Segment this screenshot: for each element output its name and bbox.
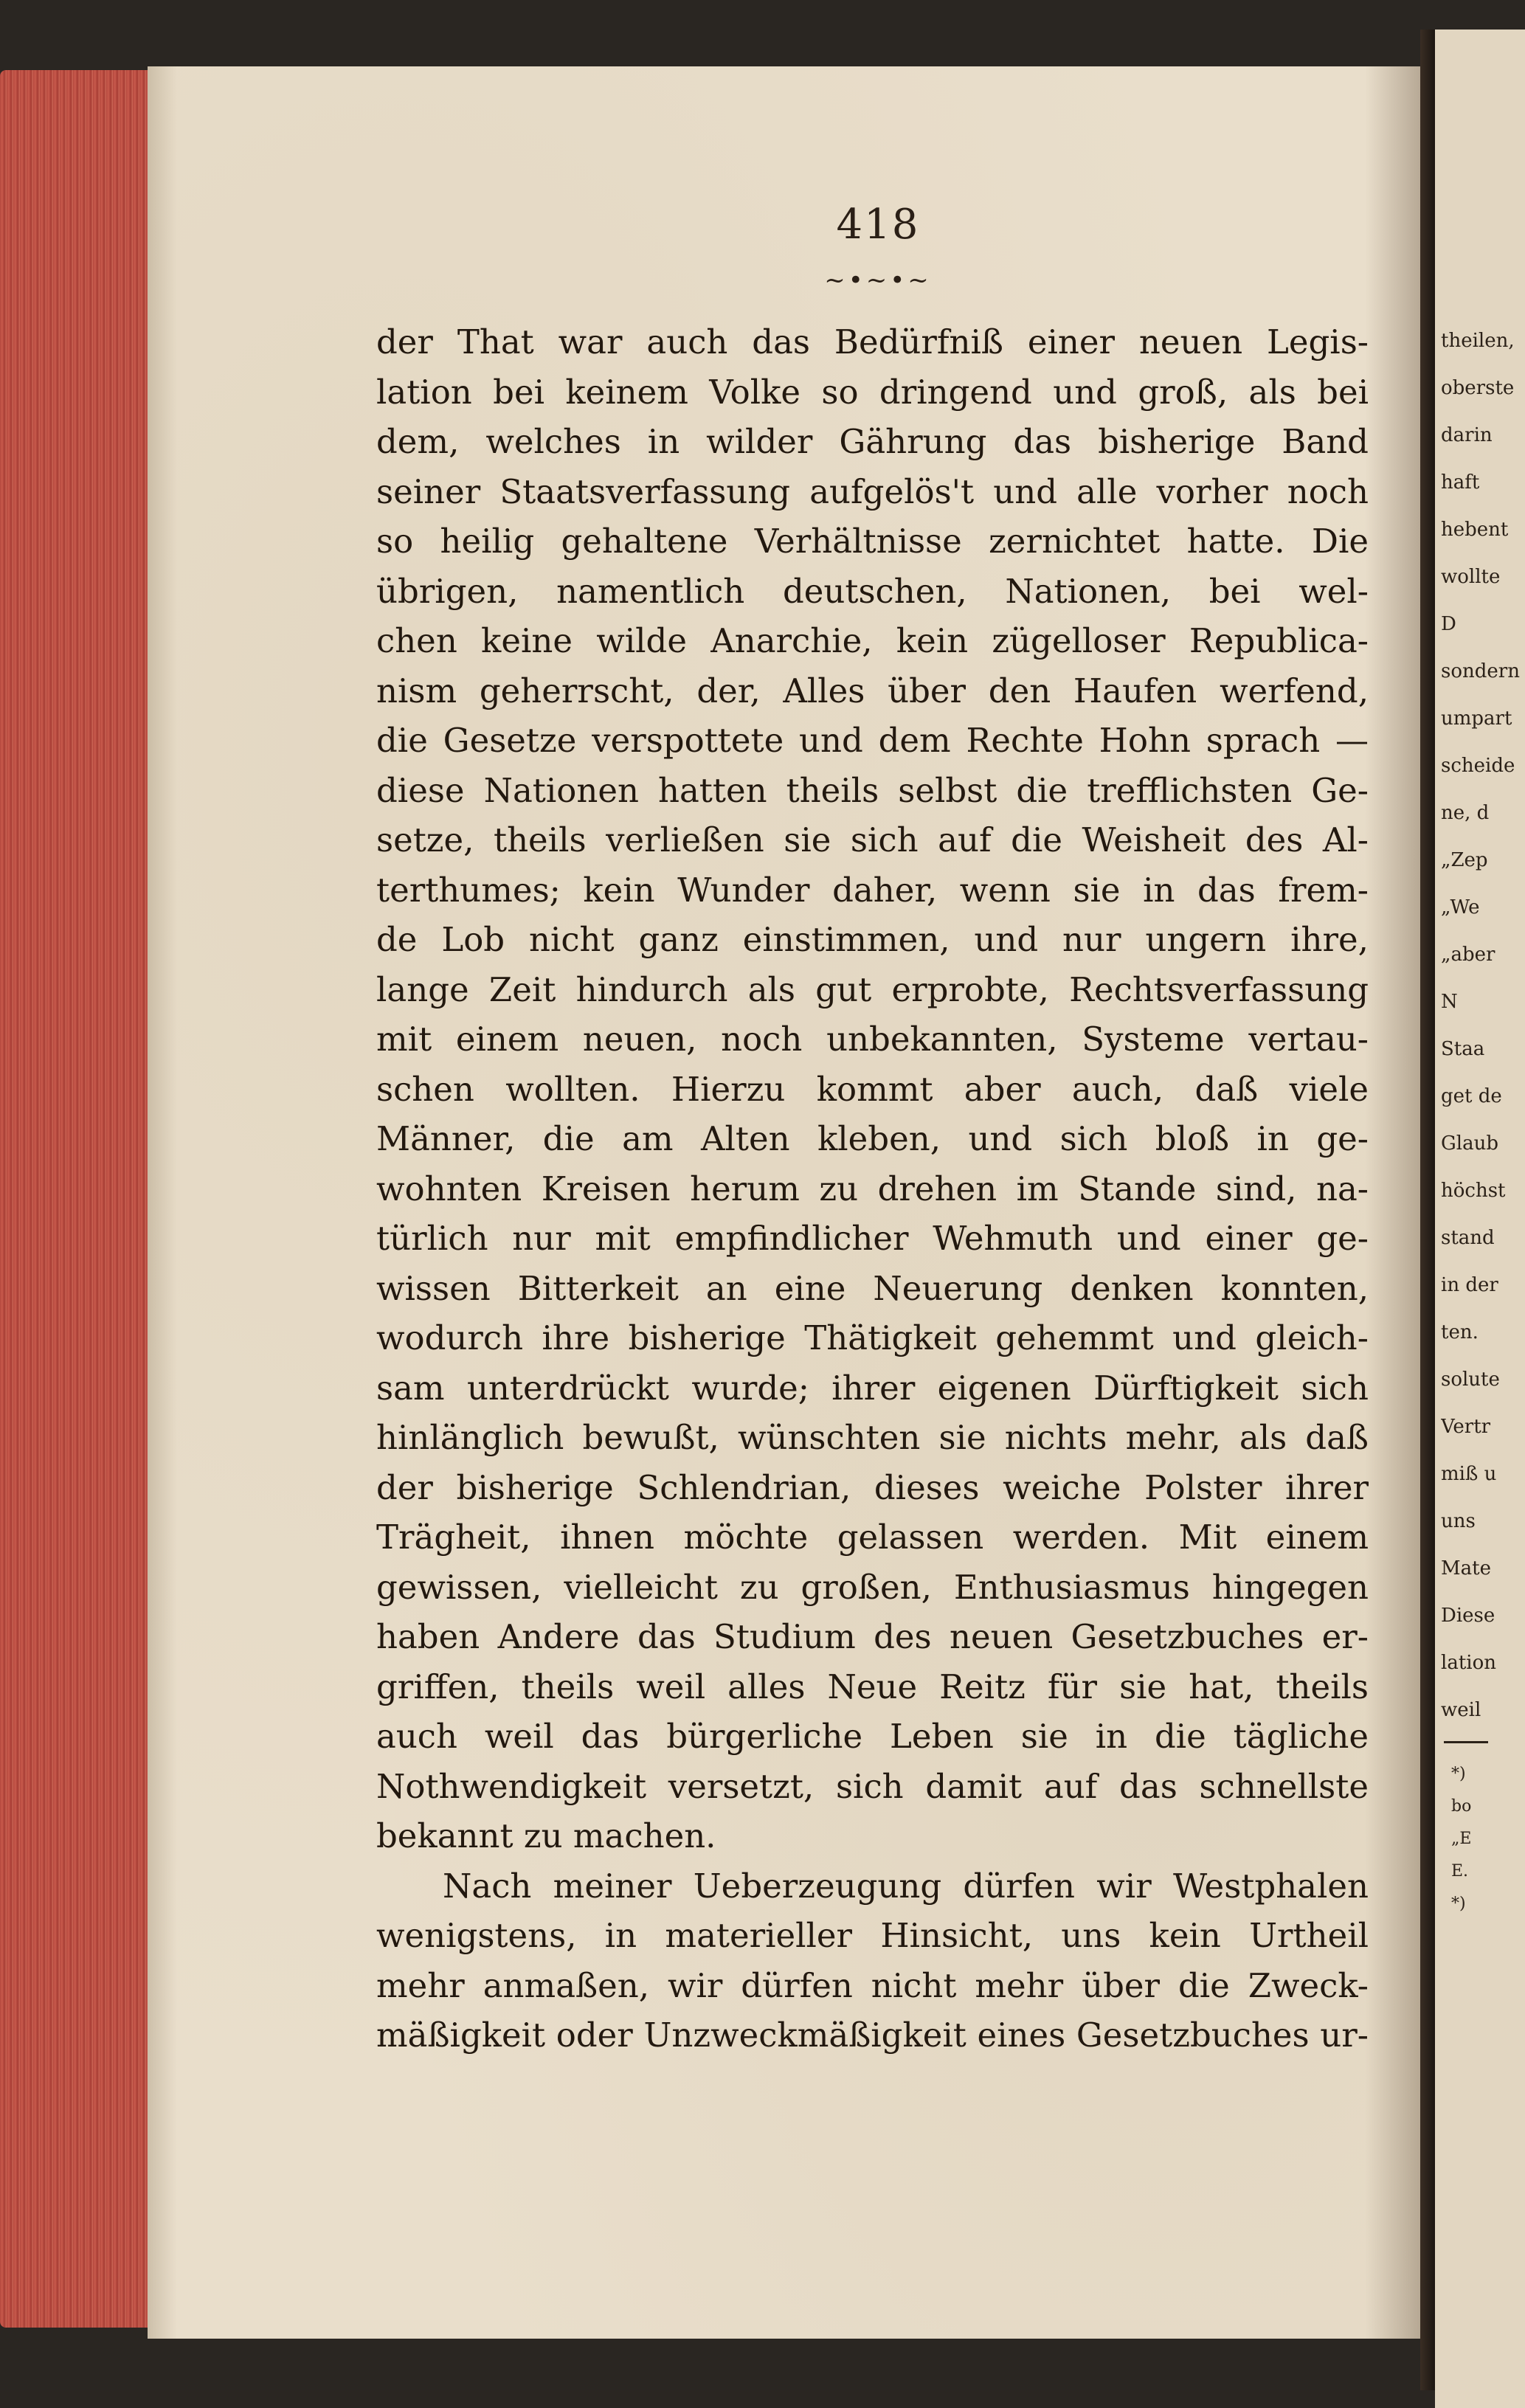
fragment-line: stand	[1441, 1227, 1495, 1249]
text-line: türlich nur mit empfindlicher Wehmuth und einer ge-	[376, 1219, 1369, 1258]
fragment-line: miß u	[1441, 1463, 1497, 1485]
fragment-line: weil	[1441, 1699, 1481, 1721]
book-gutter	[1420, 30, 1435, 2390]
text-line: diese Nationen hatten theils selbst die trefflichsten Ge-	[376, 770, 1369, 810]
fragment-line: oberste	[1441, 377, 1515, 399]
fragment-line: solute	[1441, 1369, 1500, 1391]
footnote-fragment: „E	[1451, 1830, 1472, 1848]
text-line: hinlänglich bewußt, wünschten sie nichts mehr, als daß	[376, 1418, 1369, 1457]
text-line: griffen, theils weil alles Neue Reitz für sie hat, theils	[376, 1667, 1369, 1706]
text-line: de Lob nicht ganz einstimmen, und nur ungern ihre,	[376, 920, 1369, 959]
text-line: Trägheit, ihnen möchte gelassen werden. Mit einem	[376, 1518, 1369, 1557]
paragraph-end-line: bekannt zu machen.	[376, 1816, 716, 1855]
footnote-fragment: *)	[1451, 1895, 1466, 1913]
text-line: wissen Bitterkeit an eine Neuerung denken konnten,	[376, 1268, 1369, 1308]
fragment-line: Diese	[1441, 1605, 1495, 1627]
text-line: gewissen, vielleicht zu großen, Enthusiasmus hingegen	[376, 1567, 1369, 1607]
fragment-line: Vertr	[1441, 1416, 1491, 1438]
footnote-fragment: *)	[1451, 1765, 1466, 1783]
fragment-line: uns	[1441, 1510, 1476, 1532]
text-line: terthumes; kein Wunder daher, wenn sie in das frem-	[376, 870, 1369, 910]
footnote-rule	[1444, 1741, 1488, 1743]
text-line: nism geherrscht, der, Alles über den Haufen werfend,	[376, 671, 1369, 710]
text-line: schen wollten. Hierzu kommt aber auch, daß viele	[376, 1069, 1369, 1109]
text-line: Männer, die am Alten kleben, und sich bloß in ge-	[376, 1119, 1369, 1158]
page-block-edge	[0, 70, 148, 2328]
fragment-line: in der	[1441, 1274, 1498, 1296]
fragment-line: Glaub	[1441, 1132, 1498, 1155]
fragment-line: scheide	[1441, 755, 1515, 777]
fragment-line: wollte	[1441, 566, 1501, 588]
fragment-line: Staa	[1441, 1038, 1485, 1060]
text-line: Nothwendigkeit versetzt, sich damit auf das schnellste	[376, 1766, 1369, 1806]
paragraph-start-line: Nach meiner Ueberzeugung dürfen wir Westphalen	[443, 1866, 1369, 1906]
fragment-line: höchst	[1441, 1180, 1506, 1202]
fragment-line: „Zep	[1441, 849, 1488, 871]
text-line: die Gesetze verspottete und dem Rechte Hohn sprach —	[376, 721, 1369, 760]
text-line: seiner Staatsverfassung aufgelös't und alle vorher noch	[376, 471, 1369, 511]
text-line: sam unterdrückt wurde; ihrer eigenen Dürftigkeit sich	[376, 1368, 1369, 1408]
text-line: lange Zeit hindurch als gut erprobte, Rechtsverfassung	[376, 969, 1369, 1009]
body-text	[376, 317, 1369, 2061]
fragment-line: umpart	[1441, 707, 1512, 730]
fragment-line: hebent	[1441, 519, 1509, 541]
fragment-line: ne, d	[1441, 802, 1490, 824]
fragment-line: haft	[1441, 471, 1480, 494]
text-line: mäßigkeit oder Unzweckmäßigkeit eines Gesetzbuches ur-	[376, 2016, 1369, 2055]
text-line: wodurch ihre bisherige Thätigkeit gehemmt und gleich-	[376, 1318, 1369, 1357]
footnote-fragment: bo	[1451, 1797, 1472, 1816]
text-line: haben Andere das Studium des neuen Gesetzbuches er-	[376, 1617, 1369, 1656]
text-line: übrigen, namentlich deutschen, Nationen, bei wel-	[376, 571, 1369, 611]
page-number: 418	[836, 201, 920, 249]
fragment-line: D	[1441, 613, 1456, 635]
fragment-line: ten.	[1441, 1321, 1479, 1343]
text-line: auch weil das bürgerliche Leben sie in die tägliche	[376, 1717, 1369, 1756]
text-line: setze, theils verließen sie sich auf die Weisheit des Al-	[376, 820, 1369, 859]
text-line: der That war auch das Bedürfniß einer neuen Legis-	[376, 322, 1369, 361]
fragment-line: „aber	[1441, 944, 1495, 966]
fragment-line: get de	[1441, 1085, 1502, 1107]
text-line: mehr anmaßen, wir dürfen nicht mehr über die Zweck-	[376, 1965, 1369, 2005]
text-line: dem, welches in wilder Gährung das bisherige Band	[376, 422, 1369, 461]
right-page-fragment	[1435, 30, 1525, 2408]
text-line: chen keine wilde Anarchie, kein zügelloser Republica-	[376, 621, 1369, 660]
fragment-line: Mate	[1441, 1557, 1491, 1580]
right-page-text	[1441, 317, 1522, 1920]
text-line: lation bei keinem Volke so dringend und groß, als bei	[376, 372, 1369, 412]
text-line: der bisherige Schlendrian, dieses weiche Polster ihrer	[376, 1467, 1369, 1507]
fragment-line: sondern	[1441, 660, 1520, 682]
text-line: so heilig gehaltene Verhältnisse zernichtet hatte. Die	[376, 522, 1369, 561]
text-line: mit einem neuen, noch unbekannten, Systeme vertau-	[376, 1020, 1369, 1059]
footnote-fragment: E.	[1451, 1862, 1469, 1881]
fragment-line: „We	[1441, 896, 1480, 918]
fragment-line: darin	[1441, 424, 1493, 446]
text-line: wenigstens, in materieller Hinsicht, uns kein Urtheil	[376, 1916, 1369, 1955]
text-line: wohnten Kreisen herum zu drehen im Stande sind, na-	[376, 1169, 1369, 1208]
fragment-line: theilen,	[1441, 330, 1515, 352]
fragment-line: N	[1441, 991, 1458, 1013]
header-ornament: ~•~•~	[824, 266, 932, 295]
fragment-line: lation	[1441, 1652, 1496, 1674]
